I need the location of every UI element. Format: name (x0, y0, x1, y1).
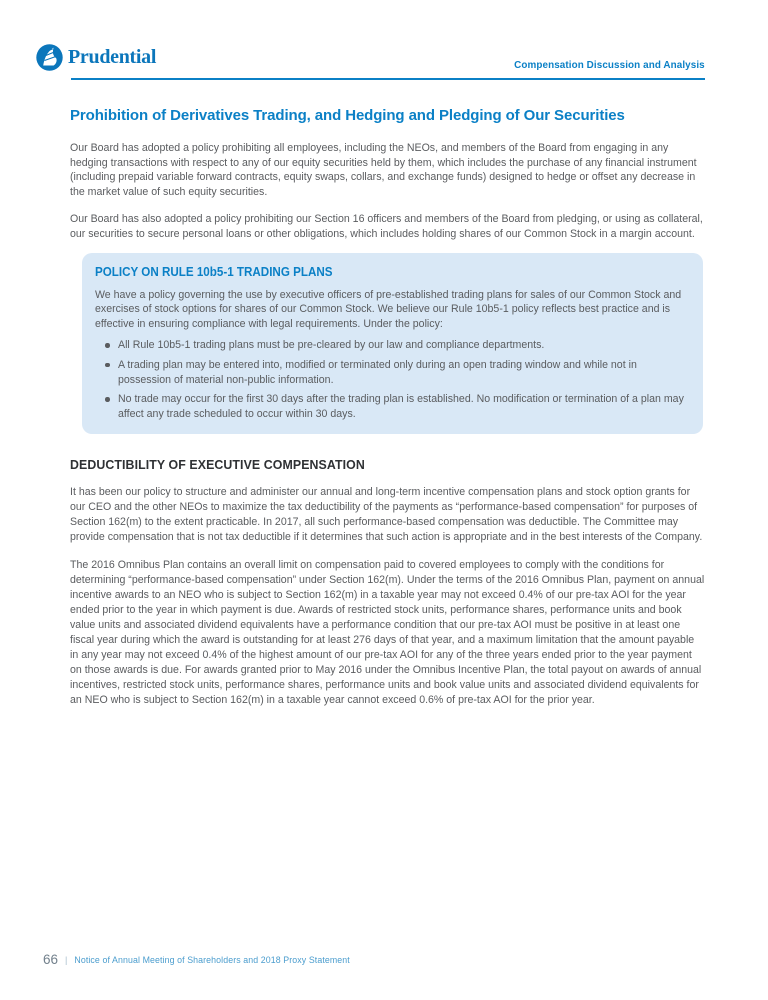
prudential-rock-icon (36, 44, 63, 71)
brand-wordmark: Prudential (68, 46, 157, 68)
section-breadcrumb: Compensation Discussion and Analysis (514, 59, 705, 71)
paragraph-deductibility-1: It has been our policy to structure and administer our annual and long-term incentive compensation plans and stock option grants for our CEO and the other NEOs to maximize the tax deductibility of the payments as “performance-based compensation” for purposes of Section 162(m) to the extent practicable. In 2017, all such performance-based compensation was deductible. The Committee may provide compensation that is not tax deductible if it determines that such action is appropriate and in the best interests of the Company. (70, 486, 703, 544)
policy-bullet-list (95, 338, 687, 421)
deductibility-heading: DEDUCTIBILITY OF EXECUTIVE COMPENSATION (70, 457, 365, 473)
page-footer (43, 952, 350, 967)
page-number: 66 (43, 952, 59, 967)
policy-bullet-item: No trade may occur for the first 30 days after the trading plan is established. No modification or termination of a plan may affect any trade scheduled to occur within 30 days. (105, 392, 687, 421)
page-content (70, 106, 705, 708)
policy-bullet-item: A trading plan may be entered into, modified or terminated only during an open trading window and while not in possession of material non-public information. (105, 358, 687, 387)
header-divider (71, 78, 705, 80)
page-title: Prohibition of Derivatives Trading, and Hedging and Pledging of Our Securities (70, 107, 625, 124)
footer-document-title: Notice of Annual Meeting of Shareholders and 2018 Proxy Statement (74, 954, 350, 965)
footer-separator: | (65, 954, 68, 965)
policy-bullet-item: All Rule 10b5-1 trading plans must be pre-cleared by our law and compliance departments. (105, 338, 687, 353)
policy-box-heading: POLICY ON RULE 10b5-1 TRADING PLANS (95, 264, 333, 279)
policy-box-intro: We have a policy governing the use by executive officers of pre-established trading plans for sales of our Common Stock and exercises of stock options for shares of our Common Stock. We believe our Rule 10b5-1 policy reflects best practice and is effective in ensuring compliance with legal requirements. Under the policy: (95, 288, 682, 330)
prudential-logo (36, 44, 156, 71)
paragraph-hedging-policy: Our Board has adopted a policy prohibiting all employees, including the NEOs, and members of the Board from engaging in any hedging transactions with respect to any of our equity securities held by them, which includes the purchase of any financial instrument (including prepaid variable forward contracts, equity swaps, collars, and exchange funds) designed to hedge or offset any decrease in the market value of such equity securities. (70, 142, 697, 198)
policy-callout-box (82, 253, 703, 435)
paragraph-deductibility-2: The 2016 Omnibus Plan contains an overall limit on compensation paid to covered employees to comply with the conditions for determining “performance-based compensation” under Section 162(m). Under the terms of the 2016 Omnibus Plan, payment on annual incentive awards to an NEO who is subject to Section 162(m) in a taxable year may not exceed 0.4% of our pre-tax AOI for the year ended prior to the year in which payment is due. Awards of restricted stock units, performance shares, performance units and book value units and associated dividend equivalents have a performance condition that our pre-tax AOI must be positive in at least one fiscal year during which the award is outstanding for at least 276 days of that year, and a maximum limitation that the amount payable in any year may not exceed 0.4% of the highest amount of our pre-tax AOI for any of the three years ended prior to the year payment on those awards is due. For awards granted prior to May 2016 under the Omnibus Incentive Plan, the total payout on awards of annual incentives, restricted stock units, performance shares, performance units and book value units and associated dividend equivalents for an NEO who is subject to Section 162(m) in a taxable year cannot exceed 0.6% of pre-tax AOI for the prior year. (70, 559, 705, 707)
paragraph-pledging-policy: Our Board has also adopted a policy prohibiting our Section 16 officers and members of the Board from pledging, or using as collateral, our securities to secure personal loans or other obligations, which includes holding shares of our Common Stock in a margin account. (70, 213, 703, 240)
